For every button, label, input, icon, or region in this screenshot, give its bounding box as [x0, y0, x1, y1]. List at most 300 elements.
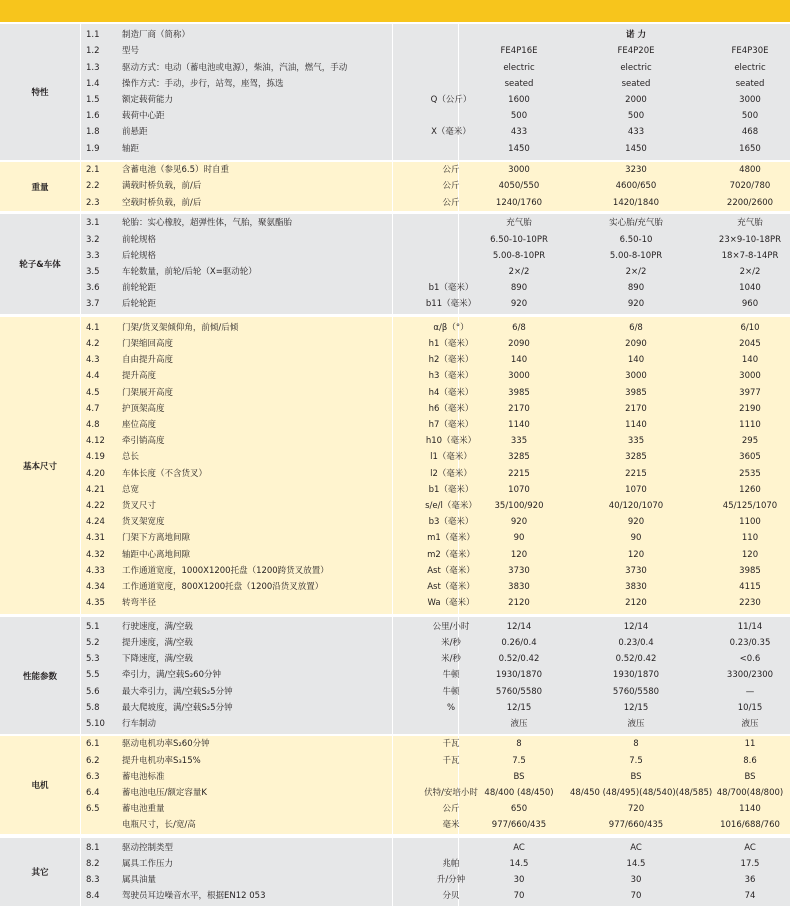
value-fe4p20e: 2215 [625, 468, 647, 479]
row-description: 驱动方式：电动（蓄电池或电源），柴油，汽油，燃气，手动 [122, 62, 348, 73]
value-fe4p20e: AC [630, 842, 642, 853]
row-number: 6.5 [86, 804, 100, 815]
row-unit: 公斤 [442, 804, 460, 815]
table-row [80, 215, 790, 231]
value-fe4p20e: 12/14 [623, 621, 649, 632]
row-unit: 分贝 [442, 891, 460, 902]
value-fe4p30e: 7020/780 [729, 181, 771, 192]
row-unit: b11（毫米） [425, 299, 477, 310]
section-label: 其它 [31, 868, 49, 878]
row-number: 5.10 [86, 719, 105, 729]
table-row [80, 619, 790, 635]
row-description: 车轮数量，前轮/后轮（X=驱动轮） [122, 267, 257, 277]
row-unit: Wa（毫米） [427, 598, 475, 609]
value-fe4p16e: 1600 [508, 95, 530, 105]
section-label: 性能参数 [22, 671, 57, 682]
value-fe4p30e: 74 [744, 891, 756, 902]
row-description: 蓄电池重量 [122, 804, 165, 815]
value-fe4p20e: 实心胎/充气胎 [609, 218, 663, 229]
value-fe4p20e: 1420/1840 [612, 197, 660, 208]
value-fe4p20e: 5.00-8-10PR [609, 250, 663, 261]
value-fe4p16e: 890 [510, 283, 528, 294]
table-row [80, 108, 790, 124]
section-6 [0, 736, 790, 834]
value-fe4p30e: 500 [741, 111, 759, 122]
row-description: 型号 [122, 46, 140, 57]
section-label: 基本尺寸 [22, 461, 57, 472]
value-fe4p20e: 70 [630, 891, 642, 902]
value-fe4p30e: 11/14 [737, 621, 763, 632]
row-unit: h2（毫米） [428, 355, 474, 366]
value-fe4p30e: 3300/2300 [726, 670, 774, 681]
row-description: 轮胎：实心橡胶，超弹性体，气胎，聚氨酯胎 [122, 218, 293, 229]
table-row [80, 296, 790, 312]
value-fe4p30e: 3985 [739, 565, 761, 576]
top-accent-bar [0, 0, 790, 22]
row-description: 驾驶员耳边噪音水平，根据EN12 053 [122, 891, 266, 902]
table-row [80, 466, 790, 482]
value-fe4p16e: 12/14 [506, 621, 532, 632]
value-fe4p20e: 8 [633, 739, 639, 750]
value-fe4p16e: 7.5 [512, 755, 526, 766]
row-description: 护顶架高度 [122, 403, 165, 414]
table-row [80, 716, 790, 732]
value-fe4p20e: 0.52/0.42 [615, 654, 657, 665]
table-row [80, 769, 790, 785]
row-description: 满载时桥负载，前/后 [122, 181, 202, 192]
row-description: 最大牵引力，满/空载S₂5分钟 [122, 686, 233, 697]
row-number: 8.3 [86, 875, 100, 885]
value-fe4p16e: 120 [510, 549, 528, 560]
table-row [80, 817, 790, 833]
value-fe4p20e: FE4P20E [617, 46, 655, 57]
value-fe4p16e: 2170 [508, 403, 530, 414]
row-description: 轴距 [122, 143, 140, 154]
table-row [80, 801, 790, 817]
value-fe4p30e: FE4P30E [731, 46, 769, 57]
value-fe4p30e: 120 [741, 549, 759, 560]
value-fe4p30e: 36 [744, 875, 756, 885]
row-number: 4.8 [86, 419, 100, 430]
row-unit: 米/秒 [441, 654, 461, 665]
row-number: 1.5 [86, 95, 100, 105]
value-fe4p30e: 468 [741, 127, 759, 138]
row-unit: 升/分钟 [436, 875, 466, 885]
row-unit: Ast（毫米） [427, 565, 475, 576]
table-row [80, 449, 790, 465]
row-number: 1.6 [86, 111, 100, 122]
row-description: 最大爬坡度，满/空载S₂5分钟 [122, 702, 233, 713]
value-fe4p16e: 6.50-10-10PR [490, 234, 548, 245]
value-fe4p20e: 500 [627, 111, 645, 122]
row-description: 自由提升高度 [122, 355, 174, 366]
row-unit: 牛顿 [442, 686, 460, 697]
section-label: 重量 [31, 182, 49, 193]
value-fe4p30e: 11 [744, 739, 756, 750]
value-fe4p20e: 720 [627, 804, 645, 815]
value-fe4p30e: 2190 [739, 403, 761, 414]
value-fe4p30e: 48/700(48/800) [716, 788, 784, 798]
row-number: 5.2 [86, 638, 100, 648]
value-fe4p30e: 1650 [739, 143, 761, 154]
value-fe4p30e: 960 [741, 299, 759, 310]
row-number: 5.8 [86, 702, 100, 713]
row-description: 提升速度，满/空载 [122, 638, 193, 648]
value-fe4p20e: 335 [627, 436, 645, 447]
value-fe4p16e: 90 [513, 533, 525, 544]
row-number: 4.22 [86, 500, 105, 511]
table-row [80, 498, 790, 514]
table-row [80, 162, 790, 178]
table-row [80, 635, 790, 651]
row-number: 3.3 [86, 250, 100, 261]
value-fe4p16e: 1240/1760 [495, 197, 543, 208]
value-fe4p30e: 3000 [739, 95, 761, 105]
row-unit: 毫米 [442, 820, 460, 831]
value-fe4p20e: 4600/650 [615, 181, 657, 192]
value-fe4p16e: 500 [510, 111, 528, 122]
value-fe4p16e: electric [503, 62, 535, 73]
row-unit: m2（毫米） [427, 549, 475, 560]
table-row [80, 667, 790, 683]
section-label: 轮子&车体 [19, 260, 61, 270]
value-fe4p30e: 17.5 [740, 858, 760, 869]
table-row [80, 352, 790, 368]
row-unit: % [446, 702, 456, 713]
row-unit: b1（毫米） [428, 484, 474, 495]
row-description: 座位高度 [122, 419, 157, 430]
row-number: 2.2 [86, 181, 100, 192]
value-fe4p16e: 3000 [508, 165, 530, 176]
row-number: 1.4 [86, 78, 100, 89]
value-fe4p16e: 2090 [508, 338, 530, 349]
row-description: 提升高度 [122, 371, 157, 382]
section-2 [0, 162, 790, 211]
table-row [80, 280, 790, 296]
value-fe4p16e: AC [513, 842, 525, 853]
value-fe4p16e: 3985 [508, 387, 530, 398]
row-unit: h7（毫米） [428, 419, 474, 430]
value-fe4p16e: 70 [513, 891, 525, 902]
value-fe4p20e: 890 [627, 283, 645, 294]
table-row [80, 888, 790, 904]
value-fe4p20e: 140 [627, 355, 645, 366]
row-unit: l2（毫米） [430, 468, 472, 479]
value-fe4p20e: 920 [627, 517, 645, 528]
row-number: 4.33 [86, 565, 105, 576]
value-fe4p16e: seated [504, 78, 534, 89]
table-row [80, 368, 790, 384]
table-row [80, 60, 790, 76]
row-number: 3.1 [86, 218, 100, 229]
value-fe4p16e: 液压 [510, 719, 528, 729]
value-fe4p16e: 4050/550 [498, 181, 540, 192]
value-fe4p16e: 1450 [508, 143, 530, 154]
row-description: 属具工作压力 [122, 858, 174, 869]
row-unit: 千瓦 [442, 755, 460, 766]
section-label: 特性 [31, 88, 49, 98]
section-3 [0, 214, 790, 314]
row-description: 门架下方离地间隙 [122, 533, 191, 544]
value-fe4p30e: 4115 [739, 581, 761, 592]
value-fe4p20e: 1140 [625, 419, 647, 430]
row-description: 牵引力，满/空载S₂60分钟 [122, 670, 221, 681]
value-fe4p30e: 1100 [739, 517, 761, 528]
row-unit: 米/秒 [441, 638, 461, 648]
row-description: 操作方式：手动，步行，站驾，座驾，拣选 [122, 78, 284, 89]
row-number: 3.6 [86, 283, 100, 294]
row-description: 门架展开高度 [122, 387, 174, 398]
value-fe4p16e: 2120 [508, 598, 530, 609]
value-fe4p20e: 2090 [625, 338, 647, 349]
table-row [80, 530, 790, 546]
value-fe4p16e: 1930/1870 [495, 670, 543, 681]
row-number: 6.3 [86, 771, 100, 782]
value-fe4p20e: 3730 [625, 565, 647, 576]
value-fe4p20e: 30 [630, 875, 642, 885]
value-fe4p20e: 48/450 (48/495)(48/540)(48/585) [570, 788, 713, 798]
row-number: 6.1 [86, 739, 100, 750]
value-fe4p16e: 140 [510, 355, 528, 366]
value-fe4p16e: 2215 [508, 468, 530, 479]
value-fe4p30e: 18×7-8-14PR [721, 250, 779, 261]
value-fe4p20e: 液压 [627, 719, 645, 729]
row-unit: h6（毫米） [428, 403, 474, 414]
table-row [80, 401, 790, 417]
value-fe4p30e: 3605 [739, 452, 761, 463]
row-description: 门架/货叉架倾仰角，前倾/后倾 [122, 322, 239, 333]
row-unit: 牛顿 [442, 670, 460, 681]
row-unit: Q（公斤） [430, 95, 472, 105]
table-row [80, 141, 790, 157]
table-row [80, 514, 790, 530]
value-fe4p16e: 3000 [508, 371, 530, 382]
row-description: 总宽 [122, 484, 140, 495]
value-fe4p30e: 10/15 [737, 702, 763, 713]
row-description: 货叉尺寸 [122, 500, 157, 511]
row-description: 属具油量 [122, 875, 157, 885]
value-fe4p30e: 8.6 [743, 755, 757, 766]
value-fe4p30e: 2×/2 [739, 267, 761, 277]
row-unit: 兆帕 [442, 858, 460, 869]
value-fe4p20e: 90 [630, 533, 642, 544]
value-fe4p20e: 1450 [625, 143, 647, 154]
row-number: 2.1 [86, 165, 100, 176]
value-fe4p30e: 0.23/0.35 [729, 638, 771, 648]
row-unit: l1（毫米） [430, 452, 472, 463]
value-fe4p20e: 2×/2 [625, 267, 647, 277]
row-description: 下降速度，满/空载 [122, 654, 193, 665]
row-description: 工作通道宽度，800X1200托盘（1200沿货叉放置） [122, 581, 324, 592]
value-fe4p30e: 2535 [739, 468, 761, 479]
table-row [80, 195, 790, 211]
value-fe4p16e: 2×/2 [508, 267, 530, 277]
row-number: 5.6 [86, 686, 100, 697]
value-fe4p30e: electric [734, 62, 766, 73]
row-number: 4.32 [86, 549, 105, 560]
row-number: 1.8 [86, 127, 100, 138]
row-description: 蓄电池标准 [122, 771, 165, 782]
table-row [80, 433, 790, 449]
row-number: 3.7 [86, 299, 100, 310]
value-fe4p16e: 3285 [508, 452, 530, 463]
row-number: 4.7 [86, 403, 100, 414]
row-description: 载荷中心距 [122, 111, 165, 122]
value-fe4p30e: 液压 [741, 719, 759, 729]
row-description: 前轮轮距 [122, 283, 157, 294]
row-unit: 公斤 [442, 165, 460, 176]
row-description: 提升电机功率S₃15% [122, 755, 201, 766]
value-fe4p20e: 诺 力 [626, 30, 646, 41]
row-description: 后轮规格 [122, 250, 157, 261]
value-fe4p30e: 2045 [739, 338, 761, 349]
row-number: 6.2 [86, 755, 100, 766]
table-row [80, 547, 790, 563]
row-description: 额定载荷能力 [122, 95, 174, 105]
value-fe4p20e: 920 [627, 299, 645, 310]
table-row [80, 651, 790, 667]
row-number: 8.2 [86, 858, 100, 869]
value-fe4p16e: 1070 [508, 484, 530, 495]
table-row [80, 579, 790, 595]
value-fe4p20e: 0.23/0.4 [618, 638, 654, 648]
value-fe4p20e: 40/120/1070 [608, 500, 664, 511]
row-description: 货叉架宽度 [122, 517, 165, 528]
value-fe4p16e: 3830 [508, 581, 530, 592]
value-fe4p20e: 7.5 [629, 755, 643, 766]
table-row [80, 232, 790, 248]
table-row [80, 563, 790, 579]
table-row [80, 43, 790, 59]
row-number: 4.3 [86, 355, 100, 366]
row-number: 8.1 [86, 842, 100, 853]
row-unit: Ast（毫米） [427, 581, 475, 592]
value-fe4p20e: 3985 [625, 387, 647, 398]
value-fe4p20e: 3230 [625, 165, 647, 176]
value-fe4p20e: 1930/1870 [612, 670, 660, 681]
row-number: 2.3 [86, 197, 100, 208]
value-fe4p20e: electric [620, 62, 652, 73]
value-fe4p16e: 5.00-8-10PR [492, 250, 546, 261]
row-unit: α/β（°） [433, 322, 469, 333]
value-fe4p20e: 3285 [625, 452, 647, 463]
row-unit: X（毫米） [431, 127, 471, 138]
value-fe4p16e: 3730 [508, 565, 530, 576]
value-fe4p16e: BS [513, 771, 525, 782]
value-fe4p16e: 920 [510, 299, 528, 310]
value-fe4p30e: — [745, 686, 755, 697]
value-fe4p20e: 3000 [625, 371, 647, 382]
row-description: 前悬距 [122, 127, 148, 138]
value-fe4p30e: 1260 [739, 484, 761, 495]
table-row [80, 595, 790, 611]
row-number: 4.20 [86, 468, 105, 479]
table-row [80, 840, 790, 856]
value-fe4p30e: 140 [741, 355, 759, 366]
row-description: 制造厂商（简称） [122, 30, 191, 41]
value-fe4p20e: 6.50-10 [619, 234, 653, 245]
row-number: 4.34 [86, 581, 105, 592]
value-fe4p16e: 30 [513, 875, 525, 885]
table-row [80, 336, 790, 352]
value-fe4p16e: 1140 [508, 419, 530, 430]
row-description: 含蓄电池（参见6.5）时自重 [122, 165, 230, 176]
row-number: 5.1 [86, 621, 100, 632]
value-fe4p16e: FE4P16E [500, 46, 538, 57]
value-fe4p20e: seated [621, 78, 651, 89]
row-description: 后轮轮距 [122, 299, 157, 310]
value-fe4p16e: 0.52/0.42 [498, 654, 540, 665]
value-fe4p16e: 充气胎 [506, 218, 532, 229]
table-row [80, 785, 790, 801]
row-number: 8.4 [86, 891, 100, 902]
value-fe4p30e: 110 [741, 533, 759, 544]
value-fe4p30e: 3977 [739, 387, 761, 398]
row-number: 5.5 [86, 670, 100, 681]
value-fe4p20e: 2120 [625, 598, 647, 609]
value-fe4p30e: 295 [741, 436, 759, 447]
value-fe4p20e: 14.5 [626, 858, 646, 869]
row-description: 驱动电机功率S₂60分钟 [122, 739, 210, 750]
row-description: 蓄电池电压/额定容量K [122, 788, 207, 798]
value-fe4p30e: 1016/688/760 [720, 820, 780, 831]
row-description: 空载时桥负载，前/后 [122, 197, 202, 208]
row-description: 门架缩回高度 [122, 338, 174, 349]
table-row [80, 92, 790, 108]
value-fe4p16e: 35/100/920 [494, 500, 544, 511]
row-number: 1.1 [86, 30, 100, 41]
value-fe4p30e: 充气胎 [737, 218, 763, 229]
row-unit: h1（毫米） [428, 338, 474, 349]
section-5 [0, 617, 790, 734]
value-fe4p20e: 5760/5580 [612, 686, 660, 697]
row-unit: 公斤 [442, 181, 460, 192]
row-unit: m1（毫米） [427, 533, 475, 544]
value-fe4p20e: 12/15 [623, 702, 649, 713]
value-fe4p20e: 2000 [625, 95, 647, 105]
row-number: 4.35 [86, 598, 105, 609]
table-row [80, 124, 790, 140]
table-row [80, 482, 790, 498]
value-fe4p16e: 6/8 [512, 322, 526, 333]
value-fe4p16e: 335 [510, 436, 528, 447]
value-fe4p16e: 48/400 (48/450) [484, 788, 554, 798]
row-unit: s/e/l（毫米） [425, 500, 477, 511]
table-row [80, 320, 790, 336]
table-row [80, 684, 790, 700]
value-fe4p30e: BS [744, 771, 756, 782]
row-number: 5.3 [86, 654, 100, 665]
row-description: 行驶速度，满/空载 [122, 621, 193, 632]
value-fe4p20e: 3830 [625, 581, 647, 592]
row-unit: 伏特/安培小时 [424, 788, 478, 798]
value-fe4p30e: 45/125/1070 [722, 500, 778, 511]
value-fe4p20e: BS [630, 771, 642, 782]
row-unit: h3（毫米） [428, 371, 474, 382]
value-fe4p16e: 920 [510, 517, 528, 528]
value-fe4p30e: AC [744, 842, 756, 853]
table-row [80, 872, 790, 888]
row-number: 4.2 [86, 338, 100, 349]
row-description: 总长 [122, 452, 140, 463]
value-fe4p30e: <0.6 [739, 654, 761, 665]
table-row [80, 736, 790, 752]
row-number: 4.19 [86, 452, 105, 463]
row-description: 牵引销高度 [122, 436, 165, 447]
row-number: 4.4 [86, 371, 100, 382]
row-number: 3.5 [86, 267, 100, 277]
table-row [80, 753, 790, 769]
